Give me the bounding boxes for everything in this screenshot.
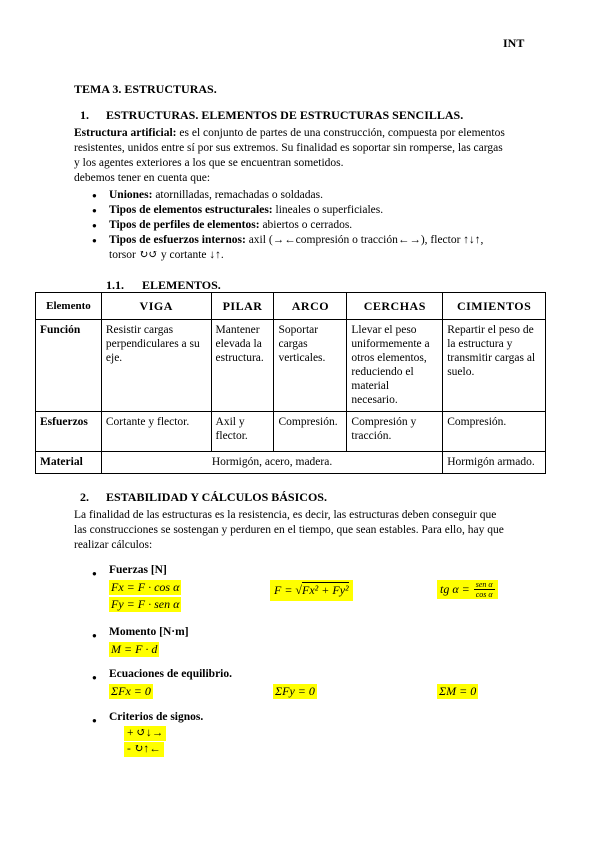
corner-tag: INT xyxy=(503,36,525,50)
section2-paragraph xyxy=(74,508,554,553)
list-item xyxy=(74,218,554,233)
table-cell: Resistir cargas perpendiculares a su eje. xyxy=(101,320,211,412)
table-cell: Mantener elevada la estructura. xyxy=(211,320,274,412)
table-cell: Cortante y flector. xyxy=(101,412,211,452)
column-header: CIMIENTOS xyxy=(443,293,546,320)
row-label: Esfuerzos xyxy=(36,412,102,452)
section1-number: 1. xyxy=(80,108,89,122)
fuerzas-label: Fuerzas [N] xyxy=(109,564,167,576)
subsection-number: 1.1. xyxy=(106,278,124,292)
section2-number: 2. xyxy=(80,490,89,504)
row-label: Material xyxy=(36,452,102,474)
bullet-text-continued: torsor ↻↺ y cortante ↓↑. xyxy=(109,249,224,261)
bullet-dot: ● xyxy=(92,716,97,725)
formula-sum-fy: ΣFy = 0 xyxy=(275,684,315,698)
table-cell-merged: Hormigón, acero, madera. xyxy=(101,452,442,474)
formula-tangent xyxy=(437,580,498,599)
bullet-dot: ● xyxy=(92,569,97,578)
bullet-text: abiertos o cerrados. xyxy=(259,219,353,231)
bullet-text: axil (→←compresión o tracción←→), flector ↑↓↑, xyxy=(245,234,484,246)
table-cell: Compresión. xyxy=(274,412,347,452)
list-item xyxy=(74,203,554,218)
table-cell: Hormigón armado. xyxy=(443,452,546,474)
formula-sum-m: ΣM = 0 xyxy=(439,684,477,698)
formula-tg-fraction xyxy=(474,580,495,599)
bullet-label: Uniones: xyxy=(109,189,153,201)
table-row xyxy=(36,412,546,452)
formula-sum-fx: ΣFx = 0 xyxy=(111,684,151,698)
page-title: TEMA 3. ESTRUCTURAS. xyxy=(74,82,217,96)
signos-label: Criterios de signos. xyxy=(109,711,204,723)
section1-paragraph xyxy=(74,126,554,186)
formula-fy: Fy = F · sen α xyxy=(111,597,180,611)
formula-tg-denominator: cos α xyxy=(475,590,493,599)
table-row xyxy=(36,452,546,474)
equilibrio-label: Ecuaciones de equilibrio. xyxy=(109,668,232,680)
table-header-row xyxy=(36,293,546,320)
table-cell: Compresión y tracción. xyxy=(347,412,443,452)
row-label: Función xyxy=(36,320,102,412)
paragraph-line-1: es el conjunto de partes de una construcción, compuesta por elementos xyxy=(176,127,505,139)
formula-tg-numerator: sen α xyxy=(475,580,493,589)
column-header: VIGA xyxy=(101,293,211,320)
table-cell: Soportar cargas verticales. xyxy=(274,320,347,412)
table-row xyxy=(36,320,546,412)
formula-f-prefix: F = √ xyxy=(274,583,303,597)
bullet-label: Tipos de elementos estructurales: xyxy=(109,204,273,216)
bullet-dot: ● xyxy=(92,673,97,682)
structure-term: Estructura artificial: xyxy=(74,127,177,139)
list-item xyxy=(74,188,554,203)
section1-heading: ESTRUCTURAS. ELEMENTOS DE ESTRUCTURAS SENCILLAS. xyxy=(106,108,464,122)
table-cell: Llevar el peso uniformemente a otros elementos, reduciendo el material necesario. xyxy=(347,320,443,412)
bullet-text: lineales o superficiales. xyxy=(272,204,384,216)
column-header: Elemento xyxy=(36,293,102,320)
paragraph-line-3: y los agentes exteriores a los que se encuentran sometidos. xyxy=(74,157,344,169)
paragraph-line: realizar cálculos: xyxy=(74,539,153,551)
formula-moment: M = F · d xyxy=(111,642,158,656)
bullet-dot: ● xyxy=(92,631,97,640)
formula-f-radicand: Fx² + Fy² xyxy=(302,583,349,597)
paragraph-line-2: resistentes, unidos entre sí por sus extremos. Su finalidad es soportar sin romperse, las cargas xyxy=(74,142,503,154)
table-cell: Compresión. xyxy=(443,412,546,452)
momento-label: Momento [N·m] xyxy=(109,626,189,638)
formula-f-magnitude xyxy=(270,580,353,601)
section1-bullets xyxy=(74,188,554,263)
section2-heading: ESTABILIDAD Y CÁLCULOS BÁSICOS. xyxy=(106,490,327,504)
elements-table xyxy=(35,292,546,474)
paragraph-line: las construcciones se sostengan y perduren en el tiempo, que sean estables. Para ello, hay que xyxy=(74,524,504,536)
paragraph-line-4: debemos tener en cuenta que: xyxy=(74,172,211,184)
column-header: PILAR xyxy=(211,293,274,320)
bullet-text: atornilladas, remachadas o soldadas. xyxy=(152,189,323,201)
formula-tg-prefix: tg α = xyxy=(440,582,470,596)
table-cell: Repartir el peso de la estructura y transmitir cargas al suelo. xyxy=(443,320,546,412)
sign-convention-positive: + ↺↓→ xyxy=(124,726,166,741)
column-header: CERCHAS xyxy=(347,293,443,320)
formula-fx: Fx = F · cos α xyxy=(111,580,180,594)
subsection-heading: ELEMENTOS. xyxy=(142,278,221,292)
paragraph-line: La finalidad de las estructuras es la resistencia, es decir, las estructuras deben conseguir que xyxy=(74,509,497,521)
sign-convention-negative: - ↻↑← xyxy=(124,742,164,757)
bullet-label: Tipos de perfiles de elementos: xyxy=(109,219,260,231)
list-item xyxy=(74,233,554,263)
column-header: ARCO xyxy=(274,293,347,320)
table-cell: Axil y flector. xyxy=(211,412,274,452)
bullet-label: Tipos de esfuerzos internos: xyxy=(109,234,246,246)
